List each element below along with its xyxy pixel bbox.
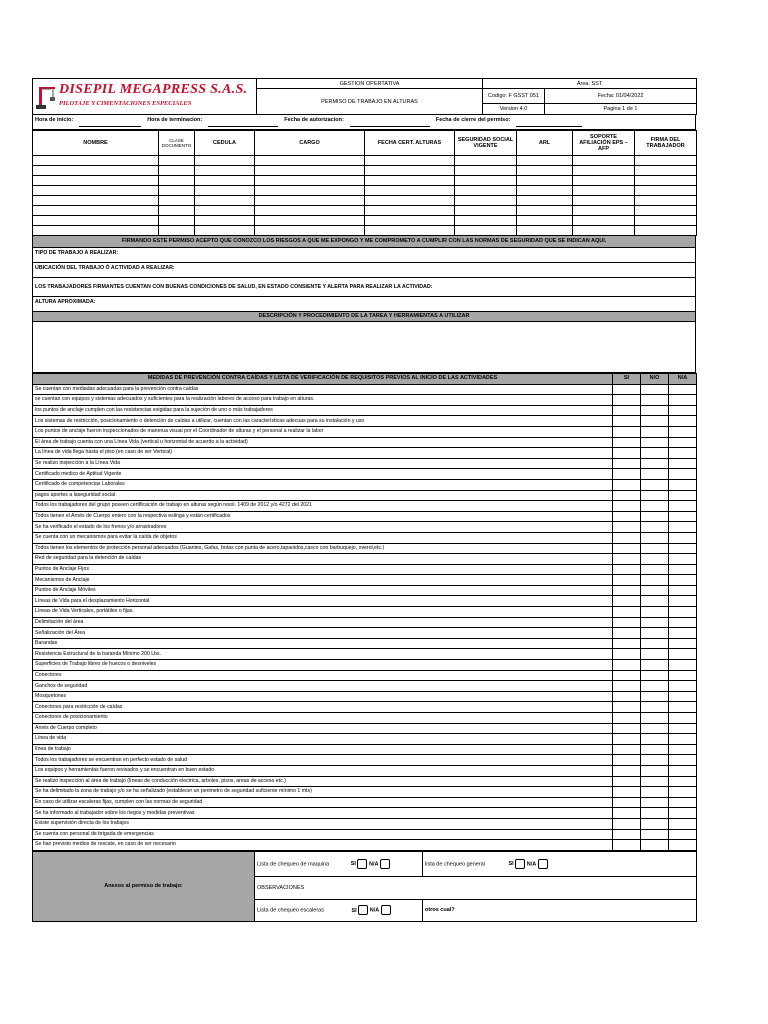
ladder-na-label: N/A bbox=[369, 907, 380, 914]
checklist-row bbox=[33, 702, 697, 713]
checklist-no-cell[interactable] bbox=[641, 691, 669, 702]
permit-form bbox=[32, 78, 696, 922]
checklist-row bbox=[33, 670, 697, 681]
checklist-item-label: Línea de vida bbox=[33, 734, 613, 745]
observations-label[interactable]: OBSERVACIONES bbox=[255, 876, 697, 899]
checklist-item-label: los puntos de anclaje cumplen con las resistencias exigidas para la sujeción de uno o más trabajadores bbox=[33, 405, 613, 416]
checklist-row bbox=[33, 628, 697, 639]
description-area[interactable] bbox=[32, 322, 696, 373]
checklist-item-label: El área de trabajo cuenta con una Línea Vida (vertical u horizontal de acuerdo a la actividad) bbox=[33, 437, 613, 448]
checklist-item-label: Barandas bbox=[33, 638, 613, 649]
checklist-no-cell[interactable] bbox=[641, 607, 669, 618]
checklist-row bbox=[33, 638, 697, 649]
times-row bbox=[32, 115, 696, 130]
checklist-item-label: Se cuenta con personal de brigada de emergencias bbox=[33, 829, 613, 840]
checklist-no-cell[interactable] bbox=[641, 479, 669, 490]
checklist-row bbox=[33, 575, 697, 586]
checklist-no-cell[interactable] bbox=[641, 501, 669, 512]
checklist-item-label: Delimitación del área bbox=[33, 617, 613, 628]
checklist-no-cell[interactable] bbox=[641, 713, 669, 724]
checklist-na-cell[interactable] bbox=[669, 797, 697, 808]
checklist-item-label: Los equipos y herramientas fueron revisados y se encuentran en buen estado bbox=[33, 765, 613, 776]
worker-row[interactable] bbox=[33, 156, 697, 166]
checklist-na-cell[interactable] bbox=[669, 818, 697, 829]
checklist-si-cell[interactable] bbox=[613, 469, 641, 480]
col-cargo: CARGO bbox=[255, 131, 365, 156]
checklist-na-cell[interactable] bbox=[669, 437, 697, 448]
checklist-na-cell[interactable] bbox=[669, 575, 697, 586]
checklist-item-label: Resistencia Estructural de la baranda Mínimo 200 Lbs. bbox=[33, 649, 613, 660]
document-version: Version 4.0 bbox=[483, 104, 545, 115]
work-type-label[interactable]: TIPO DE TRABAJO A REALIZAR: bbox=[32, 248, 696, 263]
checklist-item-label: Conectores bbox=[33, 670, 613, 681]
checklist-item-label: Todos los trabajadores se encuentran en perfecto estado de salud bbox=[33, 755, 613, 766]
checklist-na-cell[interactable] bbox=[669, 426, 697, 437]
checklist-no-cell[interactable] bbox=[641, 469, 669, 480]
checklist-na-cell[interactable] bbox=[669, 416, 697, 427]
col-soporte-afiliacion: SOPORTE AFILIACIÓN EPS – AFP bbox=[573, 131, 635, 156]
checklist-no-cell[interactable] bbox=[641, 840, 669, 851]
checklist-si-cell[interactable] bbox=[613, 511, 641, 522]
checklist-no-cell[interactable] bbox=[641, 702, 669, 713]
checklist-si-cell[interactable] bbox=[613, 416, 641, 427]
checklist-item-label: Conectores para restricción de caídas bbox=[33, 702, 613, 713]
checklist-si-cell[interactable] bbox=[613, 405, 641, 416]
company-name: DISEPIL MEGAPRESS S.A.S. bbox=[59, 82, 248, 97]
checklist-si-cell[interactable] bbox=[613, 734, 641, 745]
company-logo bbox=[33, 79, 257, 115]
ladder-si-checkbox[interactable] bbox=[358, 905, 368, 915]
checklist-na-cell[interactable] bbox=[669, 405, 697, 416]
checklist-item-label: Conectores de posicionamiento bbox=[33, 713, 613, 724]
general-na-checkbox[interactable] bbox=[538, 859, 548, 869]
checklist-item-label: Todos tienen los elementos de protección personal adecuados (Guantes, Gafas, botas con punta de acero,tapaoidos,casco con barbuquejo, overol,etc.) bbox=[33, 543, 613, 554]
checklist-item-label: En caso de utilizar escaleras fijas, cumplen con las normas de seguridad bbox=[33, 797, 613, 808]
checklist-na-cell[interactable] bbox=[669, 734, 697, 745]
checklist-item-label: Se ha verificado el estado de los frenos y/o arrastradores bbox=[33, 522, 613, 533]
checklist-row bbox=[33, 585, 697, 596]
general-checklist bbox=[423, 851, 697, 876]
checklist-item-label: Mecanismos de Anclaje bbox=[33, 575, 613, 586]
checklist-na-cell[interactable] bbox=[669, 713, 697, 724]
checklist-no-cell[interactable] bbox=[641, 384, 669, 395]
checklist-no-cell[interactable] bbox=[641, 416, 669, 427]
checklist-na-cell[interactable] bbox=[669, 395, 697, 406]
checklist-row bbox=[33, 607, 697, 618]
checklist-no-cell[interactable] bbox=[641, 617, 669, 628]
section-name: GESTION OPERTATIVA bbox=[257, 79, 483, 89]
checklist-na-cell[interactable] bbox=[669, 543, 697, 554]
checklist-no-cell[interactable] bbox=[641, 543, 669, 554]
checklist-row bbox=[33, 511, 697, 522]
col-seguridad-social: SEGURIDAD SOCIAL VIGENTE bbox=[455, 131, 517, 156]
checklist-na-cell[interactable] bbox=[669, 840, 697, 851]
start-time-field[interactable] bbox=[79, 117, 141, 127]
description-band: DESCRIPCIÓN Y PROCEDIMIENTO DE LA TAREA Y HERRAMIENTAS A UTILIZAR bbox=[32, 312, 696, 322]
document-title: PERMISO DE TRABAJO EN ALTURAS bbox=[257, 89, 483, 115]
checklist-na-cell[interactable] bbox=[669, 458, 697, 469]
checklist-na-cell[interactable] bbox=[669, 617, 697, 628]
checklist-na-cell[interactable] bbox=[669, 765, 697, 776]
ladder-checklist bbox=[255, 899, 423, 921]
company-tagline: PILOTAJE Y CIMENTACIONES ESPECIALES bbox=[59, 100, 192, 107]
checklist-no-cell[interactable] bbox=[641, 776, 669, 787]
machine-na-label: N/A bbox=[368, 861, 379, 868]
col-no: N/O bbox=[641, 374, 669, 385]
general-si-checkbox[interactable] bbox=[515, 859, 525, 869]
checklist-item-label: Existe supervisión directa de los trabajos bbox=[33, 818, 613, 829]
annex-table bbox=[32, 851, 697, 922]
checklist-no-cell[interactable] bbox=[641, 765, 669, 776]
worker-row[interactable] bbox=[33, 186, 697, 196]
checklist-no-cell[interactable] bbox=[641, 723, 669, 734]
checklist-row bbox=[33, 755, 697, 766]
checklist-na-cell[interactable] bbox=[669, 681, 697, 692]
checklist-na-cell[interactable] bbox=[669, 554, 697, 565]
checklist-no-cell[interactable] bbox=[641, 797, 669, 808]
checklist-si-cell[interactable] bbox=[613, 797, 641, 808]
checklist-na-cell[interactable] bbox=[669, 628, 697, 639]
checklist-si-cell[interactable] bbox=[613, 787, 641, 798]
end-time-field[interactable] bbox=[208, 117, 278, 127]
checklist-no-cell[interactable] bbox=[641, 596, 669, 607]
checklist-item-label: Se cuenta con un mecanismos para evitar la caída de objetos bbox=[33, 532, 613, 543]
checklist-si-cell[interactable] bbox=[613, 818, 641, 829]
checklist-na-cell[interactable] bbox=[669, 596, 697, 607]
checklist-no-cell[interactable] bbox=[641, 670, 669, 681]
checklist-item-label: Certificado medico de Aptitud Vigente bbox=[33, 469, 613, 480]
checklist-row bbox=[33, 713, 697, 724]
machine-si-label: SI bbox=[350, 861, 356, 868]
col-si: SI bbox=[613, 374, 641, 385]
checklist-na-cell[interactable] bbox=[669, 501, 697, 512]
start-time-label: Hora de inicio: bbox=[35, 117, 74, 123]
checklist-row bbox=[33, 734, 697, 745]
checklist-na-cell[interactable] bbox=[669, 723, 697, 734]
checklist-row bbox=[33, 416, 697, 427]
checklist-item-label: Mosquetones bbox=[33, 691, 613, 702]
checklist-item-label: Se realizo inspección al área de trabajo (líneas de conducción electrica, arboles, pisos, areas de acceso etc.) bbox=[33, 776, 613, 787]
ladder-checklist-label: Lista de chequeo escaleras bbox=[257, 907, 324, 914]
checklist-si-cell[interactable] bbox=[613, 681, 641, 692]
col-clase-documento: CLASE DOCUMENTO bbox=[159, 131, 195, 156]
checklist-si-cell[interactable] bbox=[613, 522, 641, 533]
checklist-item-label: Certificado de competencias Laborales bbox=[33, 479, 613, 490]
checklist-na-cell[interactable] bbox=[669, 532, 697, 543]
worker-row[interactable] bbox=[33, 206, 697, 216]
general-si-label: SI bbox=[508, 861, 514, 868]
checklist-row bbox=[33, 776, 697, 787]
checklist-no-cell[interactable] bbox=[641, 532, 669, 543]
checklist-na-cell[interactable] bbox=[669, 776, 697, 787]
checklist-no-cell[interactable] bbox=[641, 575, 669, 586]
auth-date-label: Fecha de autorizacion: bbox=[284, 117, 344, 123]
checklist-na-cell[interactable] bbox=[669, 522, 697, 533]
location-label[interactable]: UBICACIÓN DEL TRABAJO Ó ACTIVIDAD A REALIZAR: bbox=[32, 263, 696, 278]
checklist-na-cell[interactable] bbox=[669, 691, 697, 702]
checklist-row bbox=[33, 765, 697, 776]
checklist-item-label: Se realizo inspección a la Línea Vida bbox=[33, 458, 613, 469]
commitment-band: FIRMANDO ESTE PERMISO ACEPTO QUE CONOZCO LOS RIESGOS A QUE ME EXPONGO Y ME COMPROMETO A CUMPLIR CON LAS NORMAS DE SEGURIDAD QUE SE INDICAN AQUI. bbox=[32, 236, 696, 248]
worker-row[interactable] bbox=[33, 196, 697, 206]
checklist-row bbox=[33, 744, 697, 755]
area-label: Área: SST bbox=[483, 79, 697, 89]
checklist-row bbox=[33, 808, 697, 819]
checklist-item-label: pagos aportes a laseguridad social bbox=[33, 490, 613, 501]
checklist-si-cell[interactable] bbox=[613, 723, 641, 734]
checklist-si-cell[interactable] bbox=[613, 776, 641, 787]
checklist-row bbox=[33, 543, 697, 554]
checklist-si-cell[interactable] bbox=[613, 638, 641, 649]
checklist-no-cell[interactable] bbox=[641, 808, 669, 819]
checklist-si-cell[interactable] bbox=[613, 437, 641, 448]
checklist-na-cell[interactable] bbox=[669, 670, 697, 681]
checklist-item-label: Señalización del Área bbox=[33, 628, 613, 639]
ladder-si-label: SI bbox=[351, 907, 357, 914]
checklist-na-cell[interactable] bbox=[669, 829, 697, 840]
auth-date-field[interactable] bbox=[350, 117, 430, 127]
col-nombre: NOMBRE bbox=[33, 131, 159, 156]
checklist-row bbox=[33, 554, 697, 565]
checklist-si-cell[interactable] bbox=[613, 479, 641, 490]
checklist-no-cell[interactable] bbox=[641, 585, 669, 596]
checklist-row bbox=[33, 384, 697, 395]
checklist-item-label: La línea de vida llega hasta el piso (en caso de ser Vertical) bbox=[33, 448, 613, 459]
checklist-no-cell[interactable] bbox=[641, 511, 669, 522]
header-table bbox=[32, 78, 697, 115]
checklist-row bbox=[33, 469, 697, 480]
checklist-si-cell[interactable] bbox=[613, 384, 641, 395]
machine-checklist bbox=[255, 851, 423, 876]
checklist-si-cell[interactable] bbox=[613, 543, 641, 554]
col-na: N/A bbox=[669, 374, 697, 385]
col-fecha-cert: FECHA CERT. ALTURAS bbox=[365, 131, 455, 156]
checklist-na-cell[interactable] bbox=[669, 649, 697, 660]
others-label[interactable]: otros cual? bbox=[423, 899, 697, 921]
checklist-row bbox=[33, 649, 697, 660]
checklist-si-cell[interactable] bbox=[613, 448, 641, 459]
checklist-row bbox=[33, 501, 697, 512]
checklist-no-cell[interactable] bbox=[641, 437, 669, 448]
checklist-si-cell[interactable] bbox=[613, 765, 641, 776]
checklist-no-cell[interactable] bbox=[641, 522, 669, 533]
health-label[interactable]: LOS TRABAJADORES FIRMANTES CUENTAN CON BUENAS CONDICIONES DE SALUD, EN ESTADO CONSIENTE Y ALERTA PARA REALIZAR LA ACTIVIDAD: bbox=[32, 278, 696, 297]
checklist-si-cell[interactable] bbox=[613, 713, 641, 724]
checklist-no-cell[interactable] bbox=[641, 564, 669, 575]
crane-logo-icon bbox=[36, 85, 56, 109]
general-checklist-label: lista de chequeo general bbox=[425, 861, 485, 868]
checklist-row bbox=[33, 617, 697, 628]
checklist-row bbox=[33, 405, 697, 416]
height-label[interactable]: ALTURA APROXIMADA: bbox=[32, 297, 696, 312]
document-code: Codigo: F GSST 051 bbox=[483, 89, 545, 104]
checklist-item-label: Líneas de Vida Verticales, portátiles o fijas. bbox=[33, 607, 613, 618]
checklist-row bbox=[33, 797, 697, 808]
close-date-label: Fecha de cierre del permiso: bbox=[435, 117, 511, 123]
close-date-field[interactable] bbox=[516, 117, 582, 127]
checklist-si-cell[interactable] bbox=[613, 660, 641, 671]
checklist-row bbox=[33, 532, 697, 543]
checklist-no-cell[interactable] bbox=[641, 744, 669, 755]
checklist-si-cell[interactable] bbox=[613, 628, 641, 639]
checklist-no-cell[interactable] bbox=[641, 787, 669, 798]
checklist-title: MEDIDAS DE PREVENCIÓN CONTRA CAÍDAS Y LISTA DE VERIFICACIÓN DE REQUISITOS PREVIOS AL INICIO DE LAS ACTIVIDADES bbox=[33, 374, 613, 385]
checklist-row bbox=[33, 479, 697, 490]
checklist-na-cell[interactable] bbox=[669, 808, 697, 819]
checklist-item-label: línea de trabajo bbox=[33, 744, 613, 755]
checklist-no-cell[interactable] bbox=[641, 681, 669, 692]
checklist-no-cell[interactable] bbox=[641, 829, 669, 840]
checklist-si-cell[interactable] bbox=[613, 691, 641, 702]
checklist-si-cell[interactable] bbox=[613, 564, 641, 575]
checklist-na-cell[interactable] bbox=[669, 384, 697, 395]
annex-label: Anexos al permiso de trabajo: bbox=[33, 851, 255, 921]
checklist-si-cell[interactable] bbox=[613, 532, 641, 543]
checklist-item-label: Se ha informado al trabajador sobre los riegos y medidas preventivas bbox=[33, 808, 613, 819]
checklist-item-label: Ganchos de seguridad bbox=[33, 681, 613, 692]
checklist-item-label: Red de seguridad para la detención de caídas bbox=[33, 554, 613, 565]
col-firma: FIRMA DEL TRABAJADOR bbox=[635, 131, 697, 156]
document-date: Fecha: 01/04/2022 bbox=[545, 89, 697, 104]
checklist-item-label: Se han previsto medios de rescate, en caso de ser necesario bbox=[33, 840, 613, 851]
general-na-label: N/A bbox=[526, 861, 537, 868]
checklist-si-cell[interactable] bbox=[613, 458, 641, 469]
checklist-na-cell[interactable] bbox=[669, 660, 697, 671]
checklist-na-cell[interactable] bbox=[669, 744, 697, 755]
checklist-no-cell[interactable] bbox=[641, 628, 669, 639]
checklist-table bbox=[32, 373, 697, 851]
checklist-no-cell[interactable] bbox=[641, 638, 669, 649]
checklist-row bbox=[33, 490, 697, 501]
checklist-no-cell[interactable] bbox=[641, 734, 669, 745]
checklist-si-cell[interactable] bbox=[613, 607, 641, 618]
checklist-no-cell[interactable] bbox=[641, 755, 669, 766]
checklist-item-label: Los puntos de anclaje fueron inspeccionados de manerua visual por el Coordinador de alturas y el personal a realizar la labor bbox=[33, 426, 613, 437]
checklist-no-cell[interactable] bbox=[641, 818, 669, 829]
col-arl: ARL bbox=[517, 131, 573, 156]
checklist-si-cell[interactable] bbox=[613, 596, 641, 607]
checklist-na-cell[interactable] bbox=[669, 511, 697, 522]
checklist-si-cell[interactable] bbox=[613, 395, 641, 406]
checklist-no-cell[interactable] bbox=[641, 395, 669, 406]
checklist-item-label: se cuentan con equipos y sistemas adecuados y suficientes para la realización labores de acceso para trabajo en alturas. bbox=[33, 395, 613, 406]
checklist-row bbox=[33, 458, 697, 469]
page-number: Pagina 1 de 1 bbox=[545, 104, 697, 115]
checklist-row bbox=[33, 596, 697, 607]
checklist-si-cell[interactable] bbox=[613, 585, 641, 596]
checklist-no-cell[interactable] bbox=[641, 554, 669, 565]
checklist-na-cell[interactable] bbox=[669, 490, 697, 501]
checklist-item-label: Se cuentan con mediadas adecuadas para la prevención contra caídas bbox=[33, 384, 613, 395]
checklist-no-cell[interactable] bbox=[641, 490, 669, 501]
machine-na-checkbox[interactable] bbox=[380, 859, 390, 869]
checklist-si-cell[interactable] bbox=[613, 829, 641, 840]
checklist-si-cell[interactable] bbox=[613, 755, 641, 766]
checklist-row bbox=[33, 787, 697, 798]
checklist-item-label: Líneas de Vida para el desplazamiento Horizontal bbox=[33, 596, 613, 607]
checklist-si-cell[interactable] bbox=[613, 617, 641, 628]
checklist-na-cell[interactable] bbox=[669, 448, 697, 459]
col-cedula: CEDULA bbox=[195, 131, 255, 156]
checklist-na-cell[interactable] bbox=[669, 607, 697, 618]
checklist-si-cell[interactable] bbox=[613, 501, 641, 512]
workers-table bbox=[32, 130, 697, 236]
checklist-si-cell[interactable] bbox=[613, 575, 641, 586]
checklist-na-cell[interactable] bbox=[669, 755, 697, 766]
checklist-na-cell[interactable] bbox=[669, 585, 697, 596]
ladder-na-checkbox[interactable] bbox=[381, 905, 391, 915]
checklist-si-cell[interactable] bbox=[613, 490, 641, 501]
checklist-si-cell[interactable] bbox=[613, 808, 641, 819]
checklist-na-cell[interactable] bbox=[669, 564, 697, 575]
checklist-si-cell[interactable] bbox=[613, 702, 641, 713]
checklist-row bbox=[33, 437, 697, 448]
machine-checklist-label: Lista de chequeo de maquina bbox=[257, 861, 330, 868]
checklist-no-cell[interactable] bbox=[641, 448, 669, 459]
checklist-item-label: Arnés de Cuerpo completo bbox=[33, 723, 613, 734]
checklist-item-label: Todos tienen el Arnés de Cuerpo entero con la respectiva eslinga y están certificados bbox=[33, 511, 613, 522]
worker-row[interactable] bbox=[33, 216, 697, 226]
checklist-row bbox=[33, 818, 697, 829]
checklist-si-cell[interactable] bbox=[613, 840, 641, 851]
checklist-no-cell[interactable] bbox=[641, 426, 669, 437]
checklist-row bbox=[33, 840, 697, 851]
checklist-no-cell[interactable] bbox=[641, 649, 669, 660]
checklist-na-cell[interactable] bbox=[669, 479, 697, 490]
checklist-row bbox=[33, 426, 697, 437]
checklist-na-cell[interactable] bbox=[669, 702, 697, 713]
machine-si-checkbox[interactable] bbox=[357, 859, 367, 869]
checklist-item-label: Todos los trabajadores del grupo poseen certificación de trabajo en alturas según resol. 1409 de 2012 y/o 4272 del 2021 bbox=[33, 501, 613, 512]
checklist-no-cell[interactable] bbox=[641, 405, 669, 416]
end-time-label: Hora de terminacion: bbox=[147, 117, 203, 123]
checklist-row bbox=[33, 660, 697, 671]
worker-row[interactable] bbox=[33, 166, 697, 176]
checklist-si-cell[interactable] bbox=[613, 554, 641, 565]
checklist-na-cell[interactable] bbox=[669, 787, 697, 798]
checklist-item-label: Puntos de Anclaje Móviles bbox=[33, 585, 613, 596]
checklist-row bbox=[33, 681, 697, 692]
checklist-si-cell[interactable] bbox=[613, 670, 641, 681]
checklist-no-cell[interactable] bbox=[641, 458, 669, 469]
checklist-item-label: Se ha delimitado la zona de trabajo y/o se ha señalizado (establecer un perimetro de seguridad suficiente mínimo 1 mts) bbox=[33, 787, 613, 798]
checklist-si-cell[interactable] bbox=[613, 426, 641, 437]
checklist-item-label: Los sistemas de restricción, posicionamiento o detención de caídas a utilizar, cuentan con las características adecuas para su instalación y uso bbox=[33, 416, 613, 427]
worker-row[interactable] bbox=[33, 176, 697, 186]
checklist-item-label: Superficies de Trabajo libres de huecos o desniveles bbox=[33, 660, 613, 671]
checklist-row bbox=[33, 564, 697, 575]
checklist-row bbox=[33, 395, 697, 406]
checklist-row bbox=[33, 723, 697, 734]
checklist-na-cell[interactable] bbox=[669, 638, 697, 649]
checklist-na-cell[interactable] bbox=[669, 469, 697, 480]
checklist-row bbox=[33, 829, 697, 840]
checklist-row bbox=[33, 522, 697, 533]
checklist-no-cell[interactable] bbox=[641, 660, 669, 671]
checklist-row bbox=[33, 448, 697, 459]
checklist-si-cell[interactable] bbox=[613, 744, 641, 755]
checklist-row bbox=[33, 691, 697, 702]
checklist-item-label: Puntos de Anclaje Fijos bbox=[33, 564, 613, 575]
checklist-si-cell[interactable] bbox=[613, 649, 641, 660]
worker-row[interactable] bbox=[33, 226, 697, 236]
